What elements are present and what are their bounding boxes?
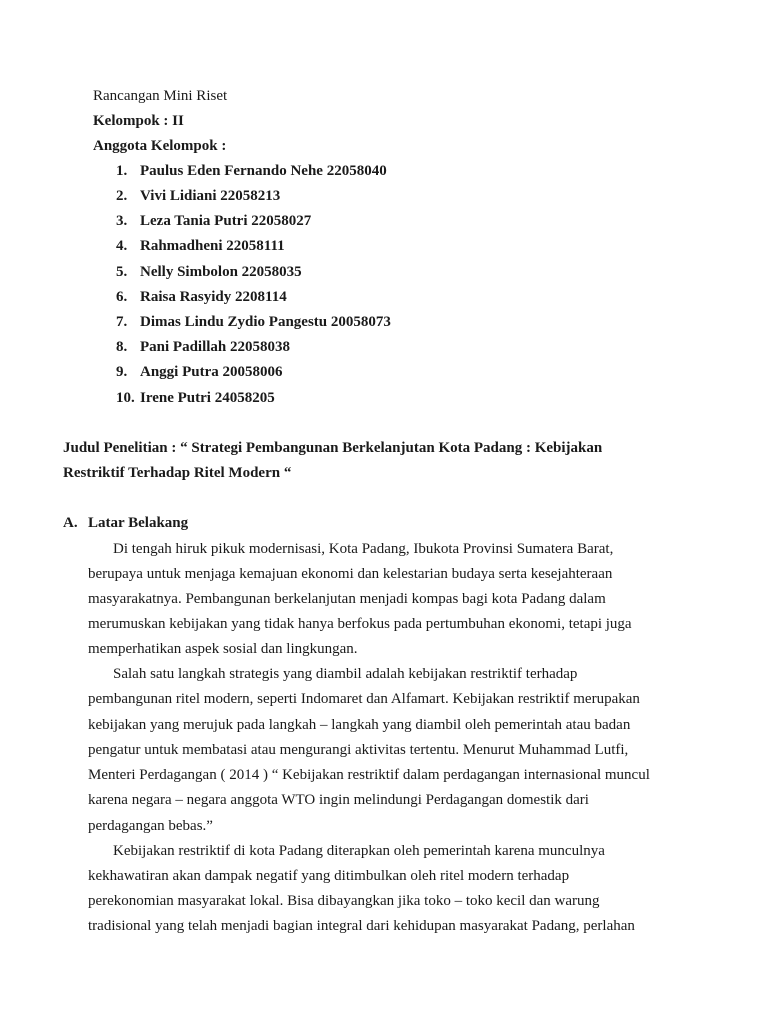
member-name: Irene Putri 24058205 (140, 390, 275, 406)
member-name: Pani Padillah 22058038 (140, 339, 291, 355)
body-line: memperhatikan aspek sosial dan lingkungan. (88, 641, 358, 657)
member-number: 1. (116, 163, 128, 179)
member-item (116, 388, 275, 408)
member-number: 5. (116, 264, 128, 280)
member-name: Rahmadheni 22058111 (140, 238, 285, 254)
body-line: Menteri Perdagangan ( 2014 ) “ Kebijakan restriktif dalam perdagangan internasional muncul (88, 767, 650, 783)
member-number: 7. (116, 314, 128, 330)
body-line: perekonomian masyarakat lokal. Bisa dibayangkan jika toko – toko kecil dan warung (88, 893, 600, 909)
body-line: kekhawatiran akan dampak negatif yang ditimbulkan oleh ritel modern terhadap (88, 868, 570, 884)
body-line: pengatur untuk membatasi atau mengurangi aktivitas tertentu. Menurut Muhammad Lutfi, (88, 742, 629, 758)
body-line: kebijakan yang merujuk pada langkah – langkah yang diambil oleh pemerintah atau badan (88, 717, 631, 733)
body-line: masyarakatnya. Pembangunan berkelanjutan menjadi kompas bagi kota Padang dalam (88, 591, 606, 607)
member-item (116, 312, 391, 332)
member-number: 9. (116, 364, 128, 380)
member-item (116, 362, 283, 382)
member-name: Vivi Lidiani 22058213 (140, 188, 281, 204)
body-line: pembangunan ritel modern, seperti Indomaret dan Alfamart. Kebijakan restriktif merupakan (88, 691, 640, 707)
member-name: Anggi Putra 20058006 (140, 364, 283, 380)
member-item (116, 161, 387, 181)
body-line: karena negara – negara anggota WTO ingin melindungi Perdagangan domestik dari (88, 792, 589, 808)
member-name: Paulus Eden Fernando Nehe 22058040 (140, 163, 387, 179)
member-item (116, 186, 280, 206)
member-number: 6. (116, 289, 128, 305)
member-name: Leza Tania Putri 22058027 (140, 213, 312, 229)
member-number: 3. (116, 213, 128, 229)
body-line: berupaya untuk menjaga kemajuan ekonomi dan kelestarian budaya serta kesejahteraan (88, 566, 613, 582)
research-title-line-2: Restriktif Terhadap Ritel Modern “ (63, 465, 292, 481)
member-number: 4. (116, 238, 128, 254)
body-line: Kebijakan restriktif di kota Padang diterapkan oleh pemerintah karena munculnya (113, 843, 605, 859)
member-number: 8. (116, 339, 128, 355)
member-number: 2. (116, 188, 128, 204)
body-line: perdagangan bebas.” (88, 818, 213, 834)
section-heading: Latar Belakang (88, 515, 189, 531)
member-number: 10. (116, 390, 135, 406)
member-item (116, 337, 290, 357)
group-label: Kelompok : II (93, 113, 184, 129)
body-line: Di tengah hiruk pikuk modernisasi, Kota Padang, Ibukota Provinsi Sumatera Barat, (113, 541, 614, 557)
member-name: Nelly Simbolon 22058035 (140, 264, 302, 280)
section-letter: A. (63, 515, 78, 531)
doc-title: Rancangan Mini Riset (93, 88, 228, 104)
member-name: Dimas Lindu Zydio Pangestu 20058073 (140, 314, 391, 330)
body-line: merumuskan kebijakan yang tidak hanya berfokus pada pertumbuhan ekonomi, tetapi juga (88, 616, 632, 632)
member-item (116, 287, 287, 307)
research-title-line-1: Judul Penelitian : “ Strategi Pembangunan Berkelanjutan Kota Padang : Kebijakan (63, 440, 603, 456)
member-item (116, 211, 311, 231)
body-line: Salah satu langkah strategis yang diambil adalah kebijakan restriktif terhadap (113, 666, 578, 682)
member-name: Raisa Rasyidy 2208114 (140, 289, 287, 305)
body-line: tradisional yang telah menjadi bagian integral dari kehidupan masyarakat Padang, perlahan (88, 918, 635, 934)
members-label: Anggota Kelompok : (93, 138, 227, 154)
member-item (116, 236, 285, 256)
member-item (116, 262, 302, 282)
